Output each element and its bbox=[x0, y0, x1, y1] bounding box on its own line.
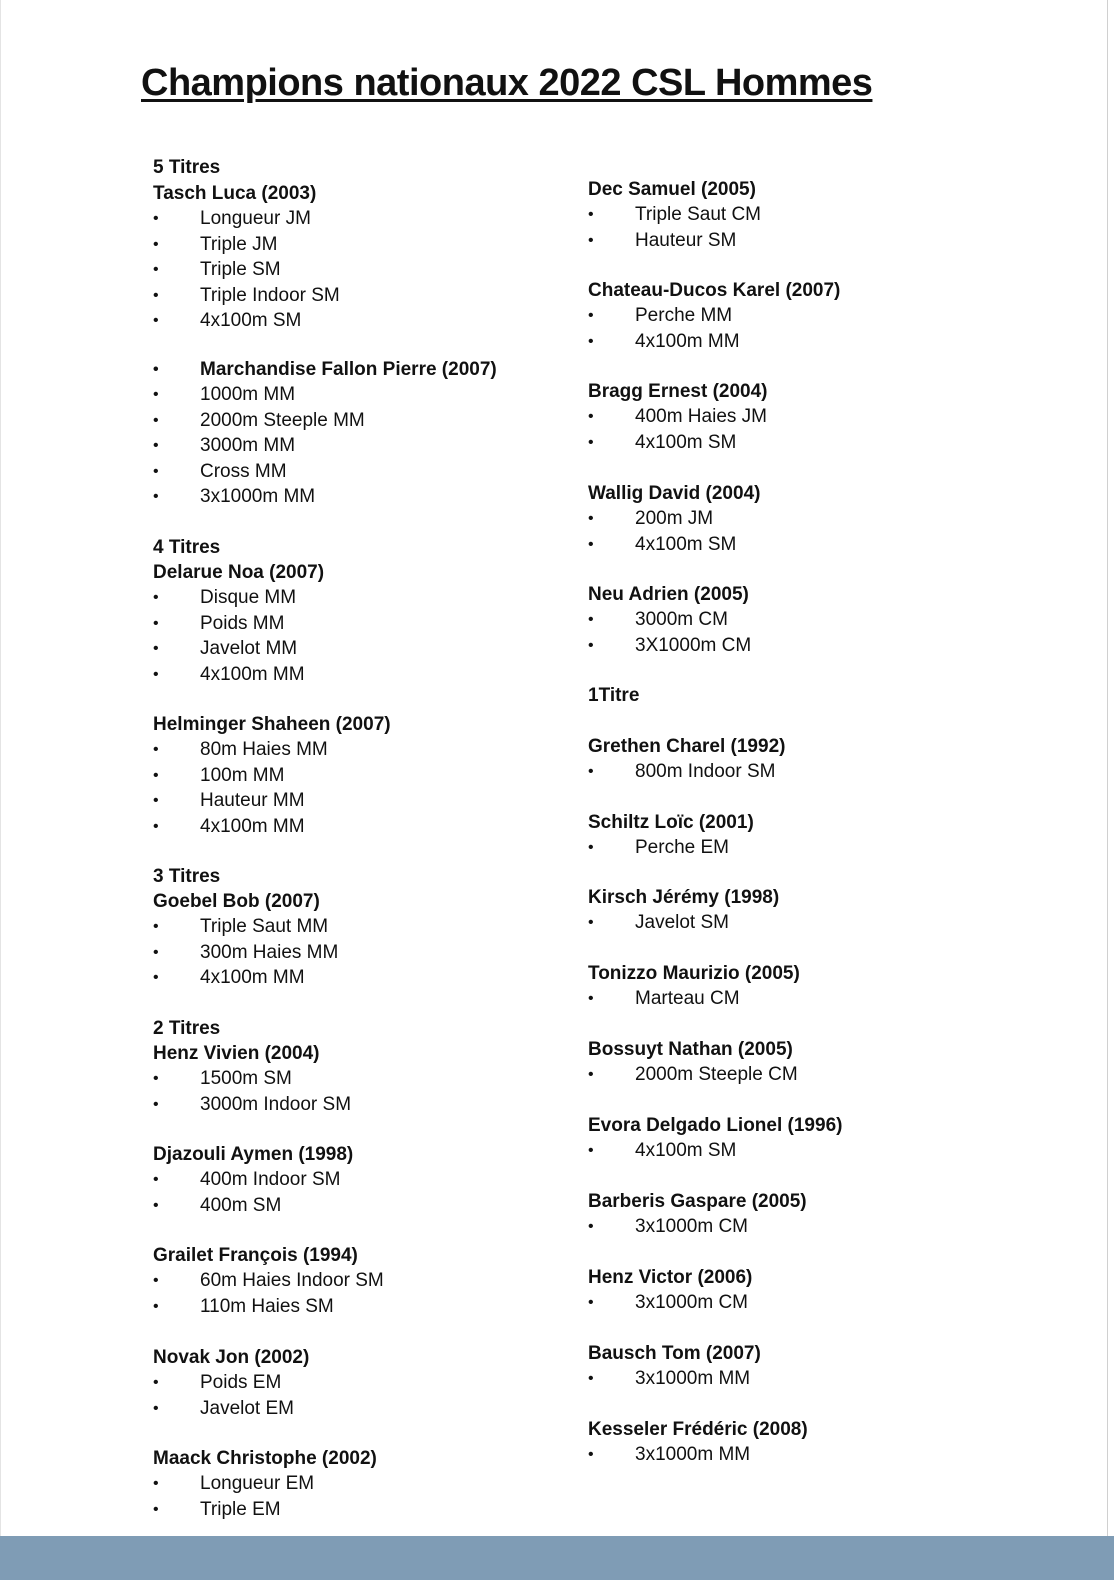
athlete-name: Henz Victor (2006) bbox=[588, 1267, 753, 1288]
bullet-icon: • bbox=[153, 1297, 159, 1315]
list-item-label: 3000m MM bbox=[200, 435, 296, 457]
bullet-icon: • bbox=[153, 640, 159, 658]
list-item-label: Javelot MM bbox=[200, 638, 298, 660]
athlete-name: Henz Vivien (2004) bbox=[153, 1043, 320, 1064]
bullet-icon: • bbox=[153, 1095, 159, 1113]
bullet-icon: • bbox=[588, 206, 594, 224]
list-item-label: 3x1000m MM bbox=[635, 1444, 751, 1466]
list-item-label: 4x100m SM bbox=[200, 310, 302, 331]
bullet-icon: • bbox=[588, 535, 594, 553]
list-item-label: 4x100m MM bbox=[635, 330, 740, 352]
bullet-icon: • bbox=[153, 1171, 159, 1189]
section-heading: 2 Titres bbox=[153, 1018, 221, 1039]
list-item-label: 4x100m SM bbox=[635, 431, 737, 453]
bullet-icon: • bbox=[588, 1294, 594, 1312]
athlete-name: Bossuyt Nathan (2005) bbox=[588, 1039, 793, 1060]
list-item-label: 1500m SM bbox=[200, 1068, 292, 1090]
bullet-icon: • bbox=[153, 589, 159, 607]
list-item-label: 100m MM bbox=[200, 764, 285, 786]
bullet-icon: • bbox=[153, 286, 159, 304]
athlete-name: Tasch Luca (2003) bbox=[153, 183, 317, 204]
list-item-label: 200m JM bbox=[635, 508, 714, 530]
athlete-name: Novak Jon (2002) bbox=[153, 1347, 310, 1368]
athlete-name: Wallig David (2004) bbox=[588, 483, 761, 504]
list-item-label: 4x100m SM bbox=[635, 1140, 737, 1162]
athlete-name: Bausch Tom (2007) bbox=[588, 1343, 761, 1364]
bullet-icon: • bbox=[588, 1066, 594, 1084]
list-item-label: Disque MM bbox=[200, 587, 297, 609]
athlete-name: Kesseler Frédéric (2008) bbox=[588, 1419, 808, 1440]
list-item-label: 3X1000m CM bbox=[635, 634, 752, 656]
list-item-label: Marteau CM bbox=[635, 988, 740, 1010]
athlete-name: Grailet François (1994) bbox=[153, 1245, 358, 1266]
athlete-name: Maack Christophe (2002) bbox=[153, 1448, 377, 1469]
list-item-label: Triple SM bbox=[200, 259, 281, 281]
section-heading: 5 Titres bbox=[153, 157, 221, 178]
athlete-name: Evora Delgado Lionel (1996) bbox=[588, 1115, 843, 1136]
athlete-name: Helminger Shaheen (2007) bbox=[153, 714, 391, 735]
bullet-icon: • bbox=[153, 741, 159, 759]
list-item-label: 80m Haies MM bbox=[200, 739, 328, 761]
list-item-label: 3x1000m CM bbox=[635, 1216, 748, 1238]
bullet-icon: • bbox=[153, 411, 159, 429]
footer-bar bbox=[0, 1536, 1114, 1580]
bullet-icon: • bbox=[153, 943, 159, 961]
list-item-label: Poids EM bbox=[200, 1372, 282, 1394]
bullet-icon: • bbox=[153, 462, 159, 480]
list-item-label: Hauteur SM bbox=[635, 229, 737, 251]
list-item-label: Longueur JM bbox=[200, 208, 311, 230]
athlete-name: Chateau-Ducos Karel (2007) bbox=[588, 280, 841, 301]
list-item-label: 3x1000m CM bbox=[635, 1292, 748, 1314]
bullet-icon: • bbox=[153, 1070, 159, 1088]
list-item-label: Cross MM bbox=[200, 460, 287, 482]
list-item-label: Triple JM bbox=[200, 233, 278, 255]
bullet-icon: • bbox=[588, 914, 594, 932]
bullet-icon: • bbox=[153, 261, 159, 279]
list-item-label: Hauteur MM bbox=[200, 790, 305, 812]
bullet-icon: • bbox=[588, 408, 594, 426]
bullet-icon: • bbox=[153, 361, 159, 378]
bullet-icon: • bbox=[153, 437, 159, 455]
list-item-label: Triple Saut MM bbox=[200, 916, 329, 938]
list-item-label: Triple Saut CM bbox=[635, 204, 761, 226]
section-heading: 1Titre bbox=[588, 685, 640, 706]
list-item-label: 4x100m MM bbox=[200, 967, 305, 989]
bullet-icon: • bbox=[153, 386, 159, 404]
athlete-name: Goebel Bob (2007) bbox=[153, 891, 320, 912]
athlete-name: Grethen Charel (1992) bbox=[588, 736, 786, 757]
bullet-icon: • bbox=[588, 1218, 594, 1236]
list-item-label: Perche EM bbox=[635, 837, 729, 859]
list-item-label: 4x100m MM bbox=[200, 815, 305, 837]
bullet-icon: • bbox=[588, 1370, 594, 1388]
list-item-label: Triple EM bbox=[200, 1498, 281, 1520]
bullet-icon: • bbox=[588, 990, 594, 1008]
bullet-icon: • bbox=[153, 1272, 159, 1290]
bullet-icon: • bbox=[588, 763, 594, 781]
list-item-label: 3x1000m MM bbox=[635, 1368, 751, 1390]
list-item-label: 2000m Steeple CM bbox=[635, 1064, 798, 1086]
bullet-icon: • bbox=[588, 636, 594, 654]
bullet-icon: • bbox=[153, 665, 159, 683]
bullet-icon: • bbox=[153, 817, 159, 835]
list-item-label: 400m Indoor SM bbox=[200, 1169, 341, 1191]
athlete-name: Delarue Noa (2007) bbox=[153, 562, 325, 583]
bullet-icon: • bbox=[153, 614, 159, 632]
bullet-icon: • bbox=[153, 1399, 159, 1417]
list-item-label: 4x100m MM bbox=[200, 663, 305, 685]
athlete-name: Schiltz Loïc (2001) bbox=[588, 812, 754, 833]
list-item-label: 400m Haies JM bbox=[635, 406, 767, 428]
bullet-icon: • bbox=[153, 1475, 159, 1493]
bullet-icon: • bbox=[588, 1446, 594, 1464]
bullet-icon: • bbox=[588, 1142, 594, 1160]
athlete-name: Neu Adrien (2005) bbox=[588, 584, 749, 605]
bullet-icon: • bbox=[153, 918, 159, 936]
list-item-label: Triple Indoor SM bbox=[200, 284, 340, 306]
list-item-label: Javelot EM bbox=[200, 1397, 294, 1419]
bullet-icon: • bbox=[153, 969, 159, 987]
athlete-name: Dec Samuel (2005) bbox=[588, 179, 756, 200]
list-item-label: Marchandise Fallon Pierre (2007) bbox=[200, 359, 497, 380]
bullet-icon: • bbox=[153, 488, 159, 505]
list-item-label: 60m Haies Indoor SM bbox=[200, 1270, 384, 1292]
list-item-label: Poids MM bbox=[200, 612, 285, 634]
list-item-label: 300m Haies MM bbox=[200, 941, 339, 963]
bullet-icon: • bbox=[153, 312, 159, 329]
list-item-label: 2000m Steeple MM bbox=[200, 409, 365, 431]
athlete-name: Kirsch Jérémy (1998) bbox=[588, 887, 780, 908]
list-item-label: 400m SM bbox=[200, 1194, 282, 1216]
bullet-icon: • bbox=[153, 1374, 159, 1392]
list-item-label: 800m Indoor SM bbox=[635, 761, 776, 783]
section-heading: 4 Titres bbox=[153, 537, 221, 558]
list-item-label: 3x1000m MM bbox=[200, 486, 316, 507]
athlete-name: Barberis Gaspare (2005) bbox=[588, 1191, 807, 1212]
list-item-label: Longueur EM bbox=[200, 1473, 315, 1495]
athlete-name: Tonizzo Maurizio (2005) bbox=[588, 963, 800, 984]
athlete-name: Bragg Ernest (2004) bbox=[588, 381, 768, 402]
bullet-icon: • bbox=[153, 1500, 159, 1518]
bullet-icon: • bbox=[588, 332, 594, 350]
bullet-icon: • bbox=[153, 792, 159, 810]
list-item-label: 4x100m SM bbox=[635, 533, 737, 555]
bullet-icon: • bbox=[588, 231, 594, 249]
list-item-label: 3000m CM bbox=[635, 609, 728, 631]
athlete-name: Djazouli Aymen (1998) bbox=[153, 1144, 354, 1165]
bullet-icon: • bbox=[153, 235, 159, 253]
bullet-icon: • bbox=[588, 307, 594, 325]
section-heading: 3 Titres bbox=[153, 866, 221, 887]
list-item-label: 1000m MM bbox=[200, 384, 296, 406]
page-title: Champions nationaux 2022 CSL Hommes bbox=[141, 62, 873, 104]
bullet-icon: • bbox=[588, 433, 594, 451]
bullet-icon: • bbox=[588, 839, 594, 857]
bullet-icon: • bbox=[588, 510, 594, 528]
bullet-icon: • bbox=[588, 611, 594, 629]
list-item-label: Javelot SM bbox=[635, 912, 729, 934]
bullet-icon: • bbox=[153, 766, 159, 784]
bullet-icon: • bbox=[153, 210, 159, 228]
list-item-label: Perche MM bbox=[635, 305, 733, 327]
list-item-label: 3000m Indoor SM bbox=[200, 1093, 352, 1115]
bullet-icon: • bbox=[153, 1196, 159, 1214]
list-item-label: 110m Haies SM bbox=[200, 1295, 334, 1317]
